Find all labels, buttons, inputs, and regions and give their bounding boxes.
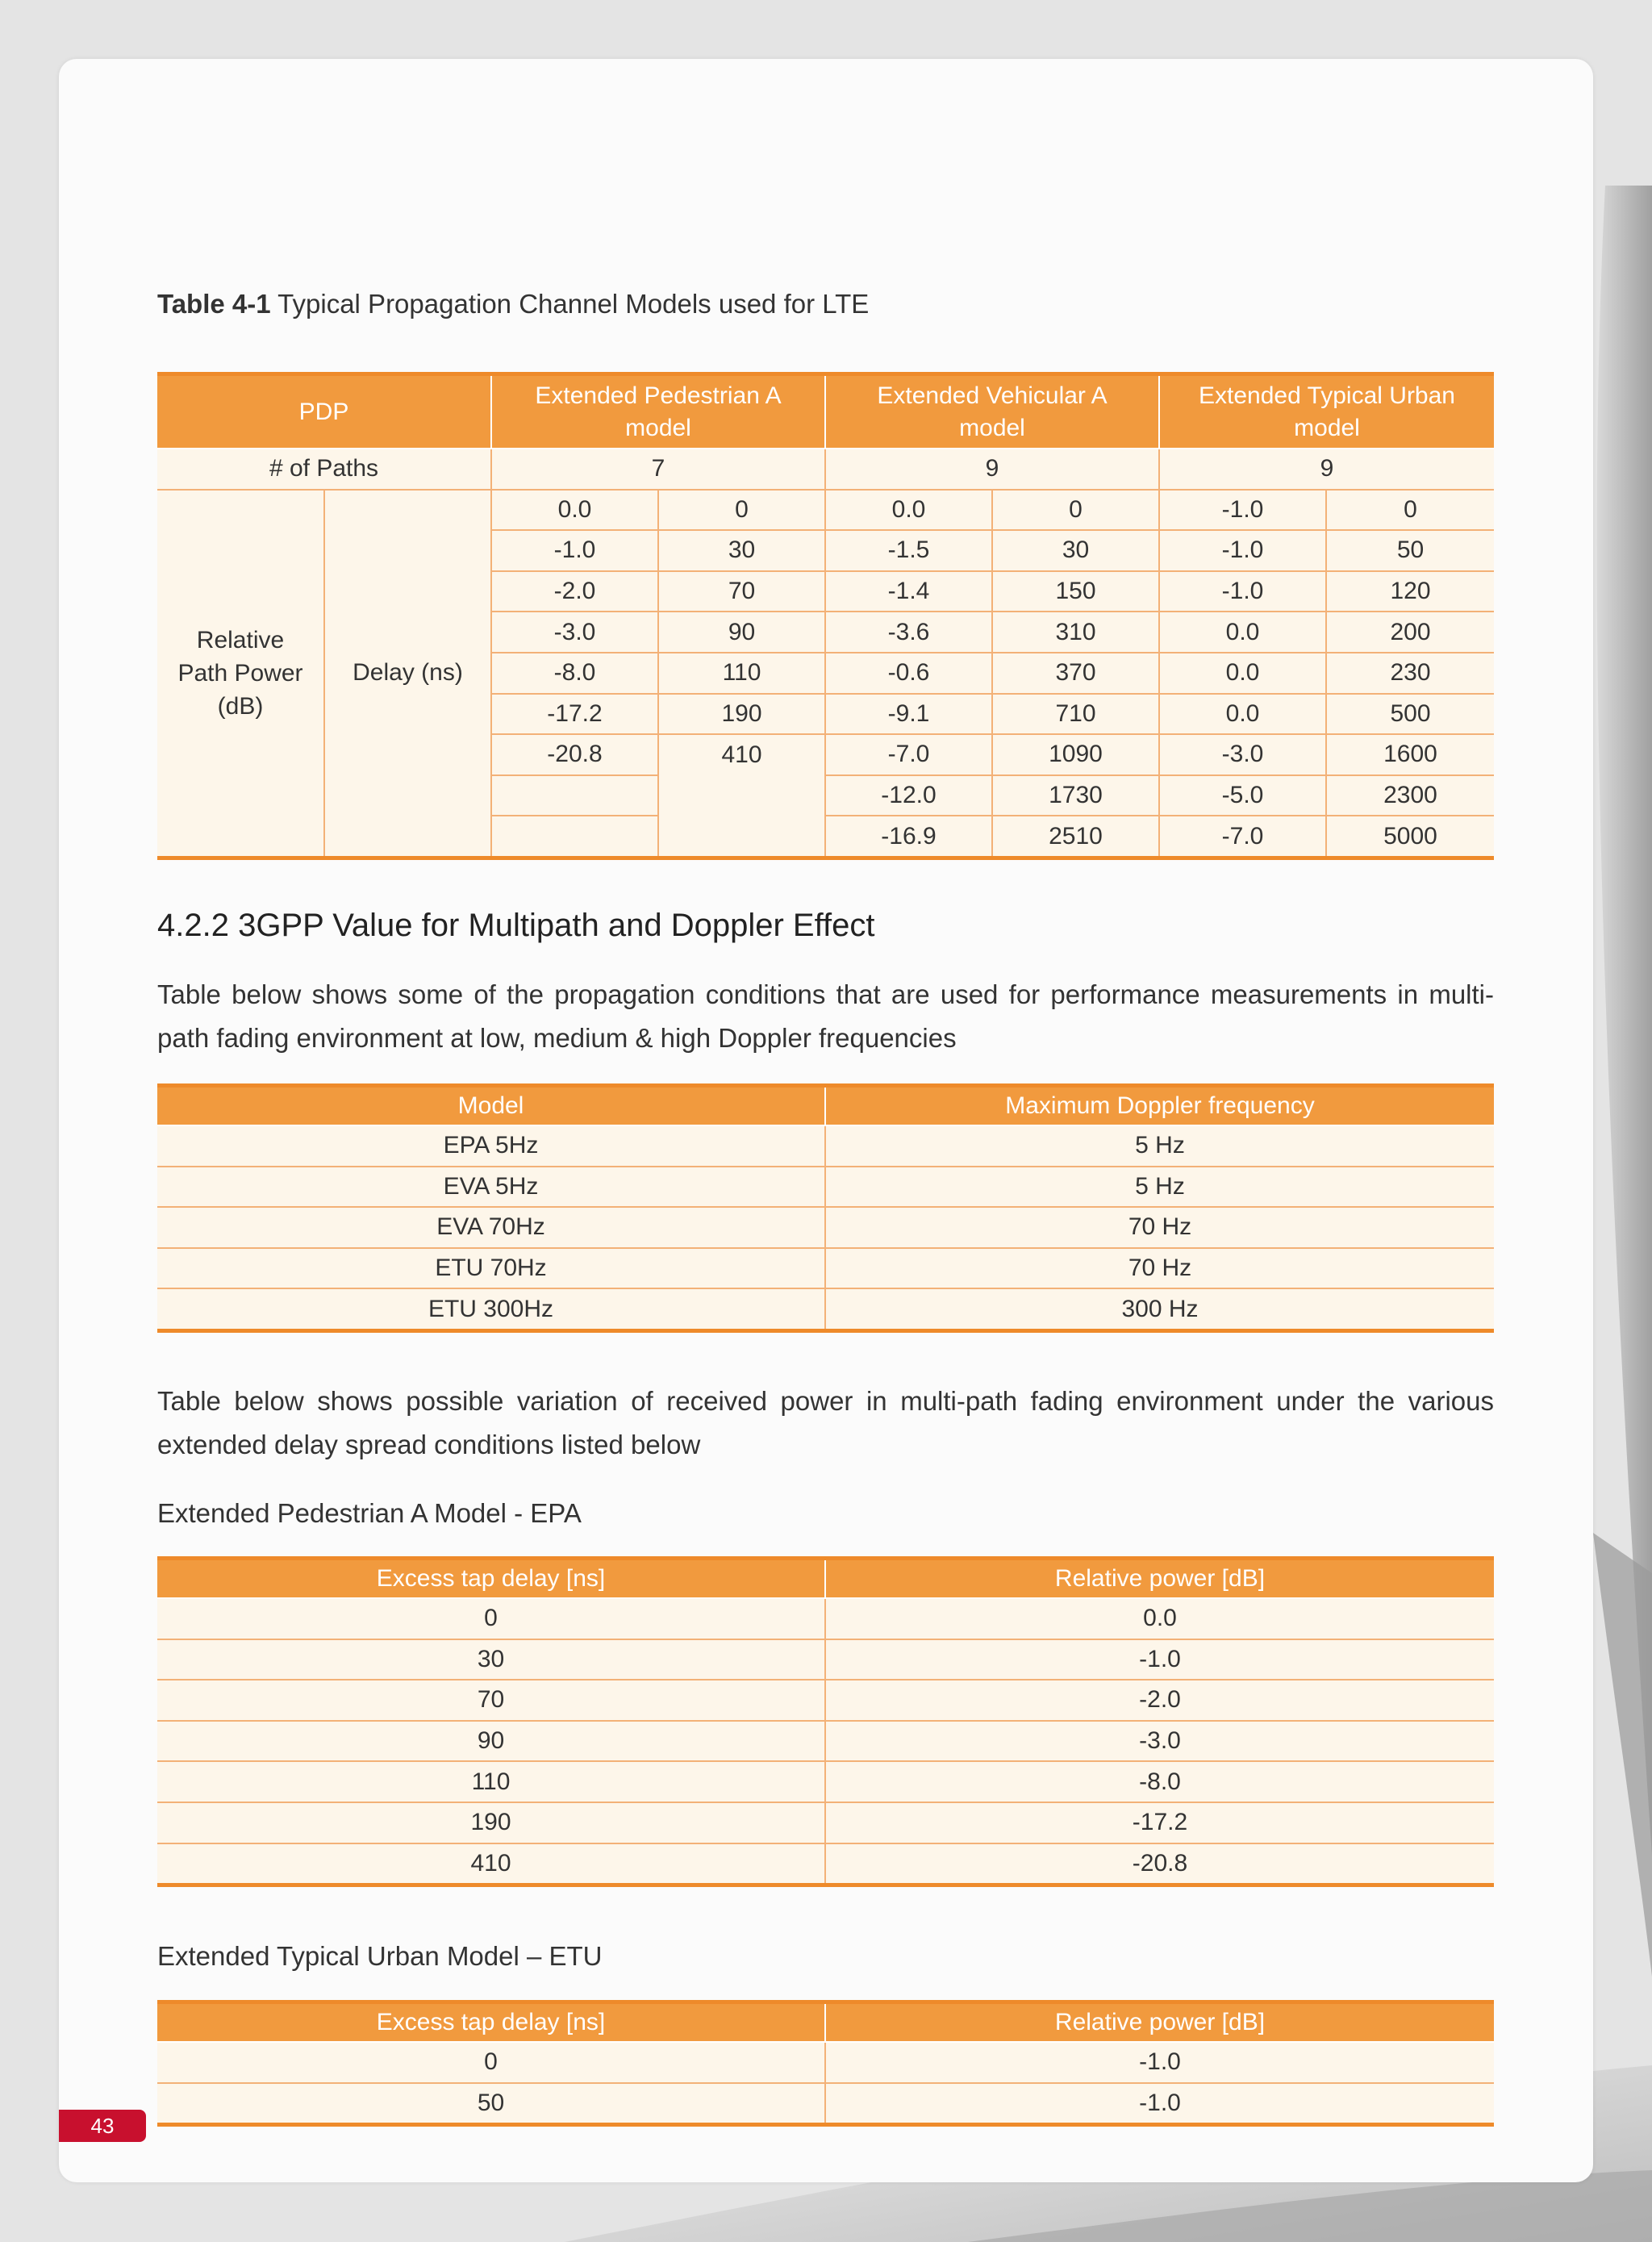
table-cell-empty bbox=[491, 816, 658, 858]
table-cell: 110 bbox=[157, 1761, 825, 1802]
table-cell: 0.0 bbox=[1159, 653, 1326, 694]
paths-eva: 9 bbox=[825, 449, 1159, 490]
table-cell: 410 bbox=[658, 734, 825, 775]
table-cell: 30 bbox=[992, 530, 1159, 571]
table-cell: -12.0 bbox=[825, 775, 992, 816]
table-header-row bbox=[157, 1559, 1494, 1599]
table-cell: 0 bbox=[157, 2042, 825, 2083]
table-cell: -5.0 bbox=[1159, 775, 1326, 816]
etu-model-label: Extended Typical Urban Model – ETU bbox=[157, 1941, 603, 1971]
row-label-line3: (dB) bbox=[217, 692, 264, 720]
table-cell: 1090 bbox=[992, 734, 1159, 775]
table-cell: -8.0 bbox=[825, 1761, 1494, 1802]
document-page bbox=[59, 59, 1593, 2182]
table-row bbox=[157, 1843, 1494, 1885]
channel-models-table bbox=[157, 372, 1494, 860]
table-cell: -1.0 bbox=[825, 1639, 1494, 1680]
table-row bbox=[157, 490, 1494, 531]
table-cell: 50 bbox=[1326, 530, 1494, 571]
table-cell: 0 bbox=[157, 1598, 825, 1639]
table-cell: -7.0 bbox=[825, 734, 992, 775]
row-label-power bbox=[157, 490, 324, 858]
row-label-line2: Path Power bbox=[177, 659, 303, 687]
table-cell: 710 bbox=[992, 694, 1159, 735]
table-cell: -1.5 bbox=[825, 530, 992, 571]
table-cell: 2300 bbox=[1326, 775, 1494, 816]
table-cell: 70 Hz bbox=[825, 1248, 1494, 1289]
table-cell: EVA 5Hz bbox=[157, 1167, 825, 1208]
table-row bbox=[157, 1721, 1494, 1762]
table-cell: -1.0 bbox=[1159, 490, 1326, 531]
table-row bbox=[157, 1167, 1494, 1208]
table-cell: -1.0 bbox=[1159, 571, 1326, 612]
table-row bbox=[157, 1125, 1494, 1167]
table-row bbox=[157, 2083, 1494, 2125]
table-cell: 120 bbox=[1326, 571, 1494, 612]
table-cell: 5 Hz bbox=[825, 1167, 1494, 1208]
table-row bbox=[157, 1680, 1494, 1721]
header-relative-power: Relative power [dB] bbox=[825, 2002, 1494, 2043]
table-cell: -1.0 bbox=[825, 2083, 1494, 2125]
table-cell: EPA 5Hz bbox=[157, 1125, 825, 1167]
paragraph-received-power: Table below shows possible variation of received power in multi-path fading environment under the various extended delay spread conditions listed below bbox=[157, 1386, 1494, 1459]
etu-tap-table bbox=[157, 2000, 1494, 2127]
table-cell: -1.0 bbox=[491, 530, 658, 571]
table-cell: 30 bbox=[157, 1639, 825, 1680]
table-cell: -17.2 bbox=[491, 694, 658, 735]
page-number: 43 bbox=[59, 2110, 146, 2142]
table-cell: -8.0 bbox=[491, 653, 658, 694]
row-label-delay: Delay (ns) bbox=[324, 490, 491, 858]
table-cell: 0 bbox=[1326, 490, 1494, 531]
paths-row bbox=[157, 449, 1494, 490]
table-cell: 0.0 bbox=[1159, 612, 1326, 653]
table-row bbox=[157, 1598, 1494, 1639]
table-cell: 2510 bbox=[992, 816, 1159, 858]
table-row bbox=[157, 1639, 1494, 1680]
table-cell: -17.2 bbox=[825, 1802, 1494, 1843]
table-cell: 70 Hz bbox=[825, 1207, 1494, 1248]
table-cell: -2.0 bbox=[825, 1680, 1494, 1721]
table-cell: 50 bbox=[157, 2083, 825, 2125]
table-cell: -9.1 bbox=[825, 694, 992, 735]
header-max-doppler: Maximum Doppler frequency bbox=[825, 1086, 1494, 1126]
table-cell: 370 bbox=[992, 653, 1159, 694]
paths-label: # of Paths bbox=[157, 449, 491, 490]
table-cell: 5000 bbox=[1326, 816, 1494, 858]
table-cell-empty bbox=[658, 775, 825, 816]
header-excess-tap-delay: Excess tap delay [ns] bbox=[157, 1559, 825, 1599]
table-cell: 0.0 bbox=[825, 1598, 1494, 1639]
table-header-row bbox=[157, 1086, 1494, 1126]
header-eva-line2: model bbox=[959, 414, 1025, 441]
table-cell: 1730 bbox=[992, 775, 1159, 816]
table-cell: -2.0 bbox=[491, 571, 658, 612]
header-eva-line1: Extended Vehicular A bbox=[877, 382, 1108, 409]
table-cell: 0.0 bbox=[491, 490, 658, 531]
table-cell: 1600 bbox=[1326, 734, 1494, 775]
table-cell: 410 bbox=[157, 1843, 825, 1885]
header-excess-tap-delay: Excess tap delay [ns] bbox=[157, 2002, 825, 2043]
table-cell: 190 bbox=[157, 1802, 825, 1843]
table-cell: -1.0 bbox=[1159, 530, 1326, 571]
table-cell: EVA 70Hz bbox=[157, 1207, 825, 1248]
table-cell: 0.0 bbox=[1159, 694, 1326, 735]
table-row bbox=[157, 1802, 1494, 1843]
table-row bbox=[157, 1248, 1494, 1289]
table-cell: ETU 70Hz bbox=[157, 1248, 825, 1289]
header-etu bbox=[1159, 374, 1494, 449]
section-heading: 4.2.2 3GPP Value for Multipath and Doppler Effect bbox=[157, 908, 875, 943]
doppler-table bbox=[157, 1083, 1494, 1333]
table-row bbox=[157, 1207, 1494, 1248]
table-cell: 70 bbox=[658, 571, 825, 612]
table-cell: 5 Hz bbox=[825, 1125, 1494, 1167]
table-cell-empty bbox=[491, 775, 658, 816]
epa-model-label: Extended Pedestrian A Model - EPA bbox=[157, 1498, 582, 1528]
table-row bbox=[157, 1761, 1494, 1802]
paths-epa: 7 bbox=[491, 449, 825, 490]
table-header-row bbox=[157, 374, 1494, 449]
table-cell: 30 bbox=[658, 530, 825, 571]
table-cell: -3.0 bbox=[1159, 734, 1326, 775]
table-caption-number: Table 4-1 bbox=[157, 289, 271, 319]
paths-etu: 9 bbox=[1159, 449, 1494, 490]
header-etu-line1: Extended Typical Urban bbox=[1199, 382, 1455, 409]
table-cell: -20.8 bbox=[491, 734, 658, 775]
row-label-line1: Relative bbox=[196, 626, 285, 653]
table-cell: -3.0 bbox=[491, 612, 658, 653]
table-cell: 70 bbox=[157, 1680, 825, 1721]
table-cell: -3.6 bbox=[825, 612, 992, 653]
table-cell: 310 bbox=[992, 612, 1159, 653]
table-cell: 200 bbox=[1326, 612, 1494, 653]
table-cell: -7.0 bbox=[1159, 816, 1326, 858]
table-caption bbox=[157, 289, 869, 319]
table-cell: 90 bbox=[658, 612, 825, 653]
header-eva bbox=[825, 374, 1159, 449]
table-cell: -3.0 bbox=[825, 1721, 1494, 1762]
table-row bbox=[157, 1288, 1494, 1330]
table-cell: -20.8 bbox=[825, 1843, 1494, 1885]
paragraph-doppler: Table below shows some of the propagation conditions that are used for performance measurements in multi-path fading environment at low, medium & high Doppler frequencies bbox=[157, 979, 1494, 1053]
table-cell: -1.4 bbox=[825, 571, 992, 612]
table-cell: 230 bbox=[1326, 653, 1494, 694]
header-pdp: PDP bbox=[157, 374, 491, 449]
table-cell: -16.9 bbox=[825, 816, 992, 858]
table-cell: 110 bbox=[658, 653, 825, 694]
header-model: Model bbox=[157, 1086, 825, 1126]
table-cell-empty bbox=[658, 816, 825, 858]
table-row bbox=[157, 2042, 1494, 2083]
table-cell: 300 Hz bbox=[825, 1288, 1494, 1330]
table-caption-text: Typical Propagation Channel Models used for LTE bbox=[270, 289, 870, 319]
header-relative-power: Relative power [dB] bbox=[825, 1559, 1494, 1599]
table-cell: 190 bbox=[658, 694, 825, 735]
table-cell: 0 bbox=[992, 490, 1159, 531]
table-cell: ETU 300Hz bbox=[157, 1288, 825, 1330]
table-cell: 90 bbox=[157, 1721, 825, 1762]
table-cell: 500 bbox=[1326, 694, 1494, 735]
header-epa-line1: Extended Pedestrian A bbox=[535, 382, 782, 409]
table-cell: 0.0 bbox=[825, 490, 992, 531]
table-cell: 0 bbox=[658, 490, 825, 531]
table-header-row bbox=[157, 2002, 1494, 2043]
table-cell: -1.0 bbox=[825, 2042, 1494, 2083]
table-cell: 150 bbox=[992, 571, 1159, 612]
epa-tap-table bbox=[157, 1556, 1494, 1887]
table-cell: -0.6 bbox=[825, 653, 992, 694]
header-epa-line2: model bbox=[625, 414, 691, 441]
header-etu-line2: model bbox=[1294, 414, 1360, 441]
header-epa bbox=[491, 374, 825, 449]
